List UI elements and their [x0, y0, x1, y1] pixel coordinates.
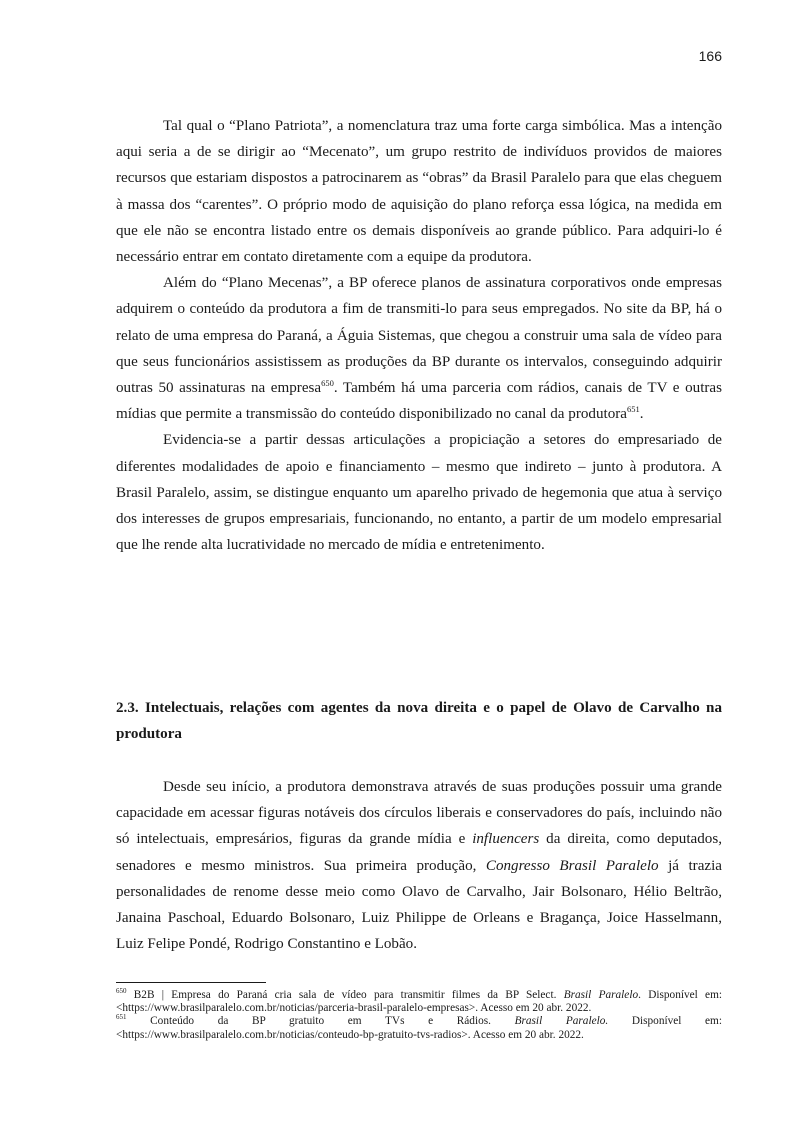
- paragraph-1: Tal qual o “Plano Patriota”, a nomenclatura traz uma forte carga simbólica. Mas a intenção aqui seria a de se dirigir ao “Mecenato”, um grupo restrito de indivíduos providos de maiores recursos que estariam dispostos a patrocinarem as “obras” da Brasil Paralelo para que elas cheguem à massa dos “carentes”. O próprio modo de aquisição do plano reforça essa lógica, na medida em que ele não se encontra listado entre os demais disponíveis ao grande público. Para adquiri-lo é necessário entrar em contato diretamente com a equipe da produtora.: [116, 118, 722, 266]
- footnote-text-a: B2B | Empresa do Paraná cria sala de vídeo para transmitir filmes da BP Select.: [126, 989, 564, 1001]
- footnote-650: [116, 989, 722, 1015]
- footnote-ref-650[interactable]: 650: [321, 378, 334, 388]
- page-number: 166: [698, 48, 722, 64]
- footnote-source: Brasil Paralelo.: [514, 1015, 609, 1028]
- footnote-ref-651[interactable]: 651: [626, 404, 640, 415]
- footnote-text-b[interactable]: Disponível em: <https://www.brasilparalelo.com.br/noticias/conteudo-bp-gratuito-tvs-radios>. Acesso em 20 abr. 2022.: [116, 1015, 722, 1041]
- footnote-separator: [116, 982, 266, 983]
- body-text-block-2: [116, 774, 722, 957]
- paragraph-2-text-a: Além do “Plano Mecenas”, a BP oferece planos de assinatura corporativos onde empresas adquirem o conteúdo da produtora a fim de transmiti-lo para seus empregados. No site da BP, há o relato de uma empresa do Paraná, a Águia Sistemas, que chegou a construir uma sala de vídeo para que seus funcionários assistissem as produções da BP durante os intervalos, conseguindo adquirir outras 50 assinaturas na empresa: [116, 275, 722, 397]
- paragraph-4: [116, 774, 722, 957]
- paragraph-4-italic-b: Congresso Brasil Paralelo: [485, 857, 659, 874]
- paragraph-4-italic-a: influencers: [472, 831, 540, 848]
- paragraph-2: [116, 270, 722, 427]
- footnote-651: [116, 1015, 722, 1041]
- body-text-block-1: [116, 113, 722, 558]
- paragraph-2-text-c: .: [639, 406, 644, 423]
- paragraph-4-text-c: já trazia personalidades de renome desse meio como Olavo de Carvalho, Jair Bolsonaro, Hélio Beltrão, Janaina Paschoal, Eduardo Bolsonaro, Luiz Philippe de Orleans e Bragança, Joice Hasselmann, Luiz Felipe Pondé, Rodrigo Constantino e Lobão.: [116, 857, 722, 953]
- footnote-number: 650: [116, 987, 127, 996]
- footnote-text-b[interactable]: . Disponível em: <https://www.brasilparalelo.com.br/noticias/parceria-brasil-paralelo-empresas>. Acesso em 20 abr. 2022.: [116, 989, 722, 1015]
- footnote-number: 651: [116, 1013, 127, 1022]
- footnote-source: Brasil Paralelo: [563, 989, 639, 1001]
- paragraph-3: Evidencia-se a partir dessas articulações a propiciação a setores do empresariado de diferentes modalidades de apoio e financiamento – mesmo que indireto – junto à produtora. A Brasil Paralelo, assim, se distingue enquanto um aparelho privado de hegemonia que atua à serviço dos interesses de grupos empresariais, funcionando, no entanto, a partir de um modelo empresarial que lhe rende alta lucratividade no mercado de mídia e entretenimento.: [116, 432, 722, 554]
- paragraph-4-text-b: da direita, como deputados, senadores e mesmo ministros. Sua primeira produção,: [116, 831, 722, 874]
- paragraph-4-text-a: Desde seu início, a produtora demonstrava através de suas produções possuir uma grande capacidade em acessar figuras notáveis dos círculos liberais e conservadores do país, incluindo não só intelectuais, empresários, figuras da grande mídia e: [116, 779, 722, 848]
- paragraph-2-text-b: . Também há uma parceria com rádios, canais de TV e outras mídias que permite a transmissão do conteúdo disponibilizado no canal da produtora: [116, 380, 722, 423]
- footnote-text-a: Conteúdo da BP gratuito em TVs e Rádios.: [126, 1015, 515, 1028]
- footnotes: [116, 989, 722, 1042]
- section-heading: 2.3. Intelectuais, relações com agentes da nova direita e o papel de Olavo de Carvalho na produtora: [116, 700, 722, 743]
